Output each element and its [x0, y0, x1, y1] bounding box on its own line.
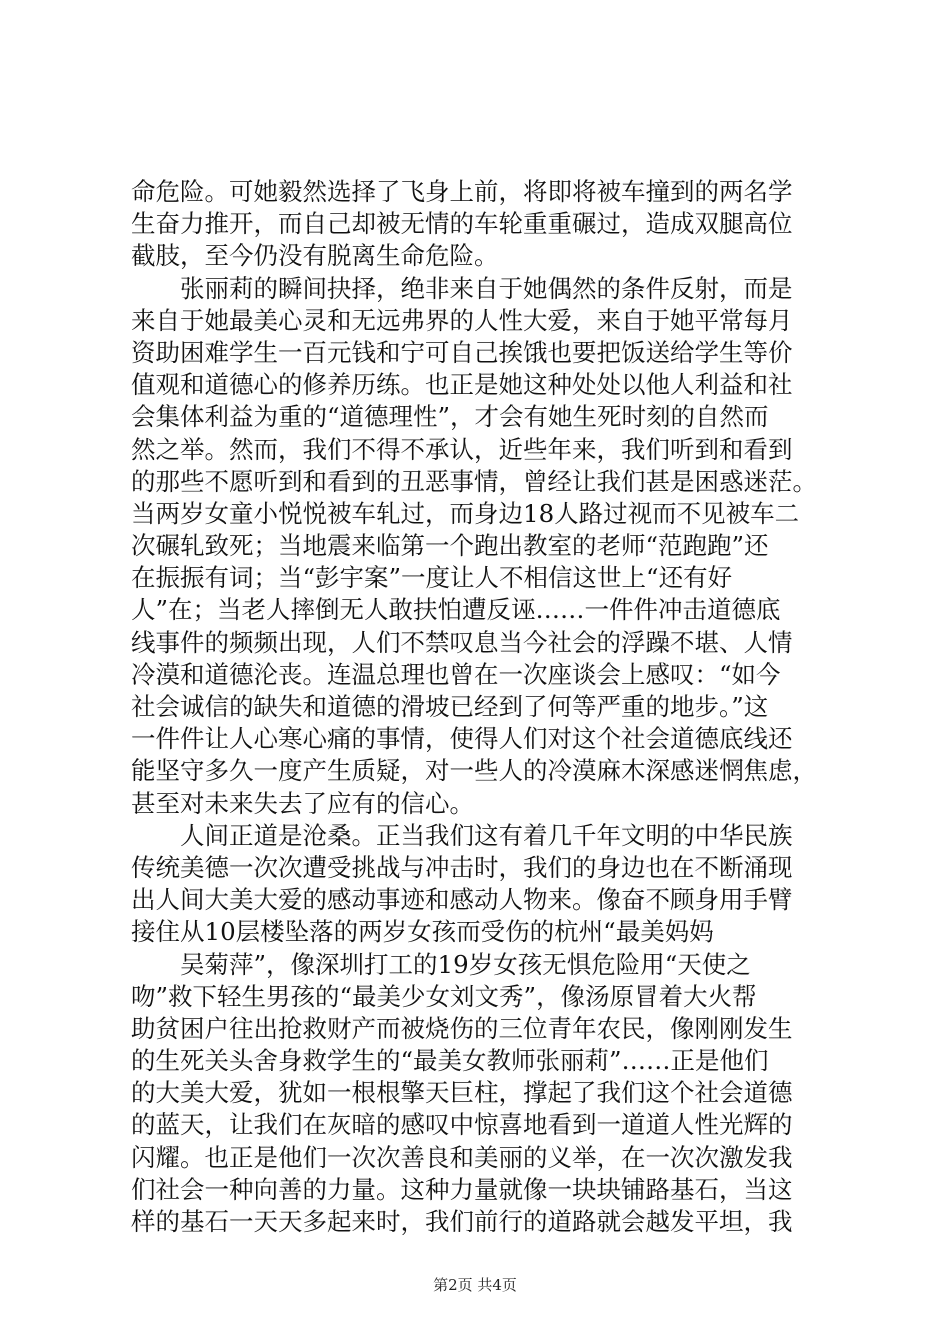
text-line: 的生死关头舍身救学生的“最美女教师张丽莉”……正是他们: [131, 1046, 769, 1076]
text-line: 次碾轧致死；当地震来临第一个跑出教室的老师“范跑跑”还: [131, 531, 769, 561]
text-line: 命危险。可她毅然选择了飞身上前，将即将被车撞到的两名学: [131, 177, 793, 206]
text-line: 吴菊萍”，像深圳打工的19岁女孩无惧危险用“天使之: [131, 949, 751, 979]
text-line: 截肢，至今仍没有脱离生命危险。: [131, 241, 499, 271]
text-line: 闪耀。也正是他们一次次善良和美丽的义举，在一次次激发我: [131, 1142, 793, 1172]
text-line: 样的基石一天天多起来时，我们前行的道路就会越发平坦，我: [131, 1207, 793, 1236]
text-line: 出人间大美大爱的感动事迹和感动人物来。像奋不顾身用手臂: [131, 885, 793, 915]
text-line: 会集体利益为重的“道德理性”，才会有她生死时刻的自然而: [131, 402, 769, 432]
text-line: 人间正道是沧桑。正当我们这有着几千年文明的中华民族: [131, 820, 793, 850]
text-line: 社会诚信的缺失和道德的滑坡已经到了何等严重的地步。”这: [131, 692, 769, 721]
text-line: 当两岁女童小悦悦被车轧过，而身边18人路过视而不见被车二: [131, 498, 800, 528]
text-line: 们社会一种向善的力量。这种力量就像一块块铺路基石，当这: [131, 1174, 793, 1204]
text-line: 来自于她最美心灵和无远弗界的人性大爱，来自于她平常每月: [131, 305, 793, 335]
text-line: 的蓝天，让我们在灰暗的感叹中惊喜地看到一道道人性光辉的: [131, 1110, 793, 1140]
page-number-footer: 第2页 共4页: [433, 1276, 517, 1294]
text-line: 张丽莉的瞬间抉择，绝非来自于她偶然的条件反射，而是: [131, 273, 793, 303]
text-line: 接住从10层楼坠落的两岁女孩而受伤的杭州“最美妈妈: [131, 917, 714, 947]
text-line: 的大美大爱，犹如一根根擎天巨柱，撑起了我们这个社会道德: [131, 1078, 793, 1108]
text-line: 然之举。然而，我们不得不承认，近些年来，我们听到和看到: [131, 434, 793, 464]
text-line: 值观和道德心的修养历练。也正是她这种处处以他人利益和社: [131, 370, 793, 400]
text-line: 资助困难学生一百元钱和宁可自己挨饿也要把饭送给学生等价: [131, 337, 793, 367]
document-body: [131, 176, 831, 1238]
text-line: 冷漠和道德沦丧。连温总理也曾在一次座谈会上感叹：“如今: [131, 659, 781, 689]
text-line: 能坚守多久一度产生质疑，对一些人的冷漠麻木深感迷惘焦虑，: [131, 756, 817, 786]
text-line: 甚至对未来失去了应有的信心。: [131, 788, 474, 818]
text-line: 的那些不愿听到和看到的丑恶事情，曾经让我们甚是困惑迷茫。: [131, 466, 817, 496]
text-line: 吻”救下轻生男孩的“最美少女刘文秀”，像汤原冒着大火帮: [131, 981, 757, 1011]
text-line: 线事件的频频出现，人们不禁叹息当今社会的浮躁不堪、人情: [131, 627, 793, 657]
text-line: 传统美德一次次遭受挑战与冲击时，我们的身边也在不断涌现: [131, 852, 793, 882]
text-line: 在振振有词；当“彭宇案”一度让人不相信这世上“还有好: [131, 563, 733, 593]
text-line: 生奋力推开，而自己却被无情的车轮重重碾过，造成双腿高位: [131, 209, 793, 239]
text-line: 一件件让人心寒心痛的事情，使得人们对这个社会道德底线还: [131, 724, 793, 754]
text-line: 人”在；当老人摔倒无人敢扶怕遭反诬……一件件冲击道德底: [131, 595, 781, 625]
text-line: 助贫困户往出抢救财产而被烧伤的三位青年农民，像刚刚发生: [131, 1013, 793, 1043]
